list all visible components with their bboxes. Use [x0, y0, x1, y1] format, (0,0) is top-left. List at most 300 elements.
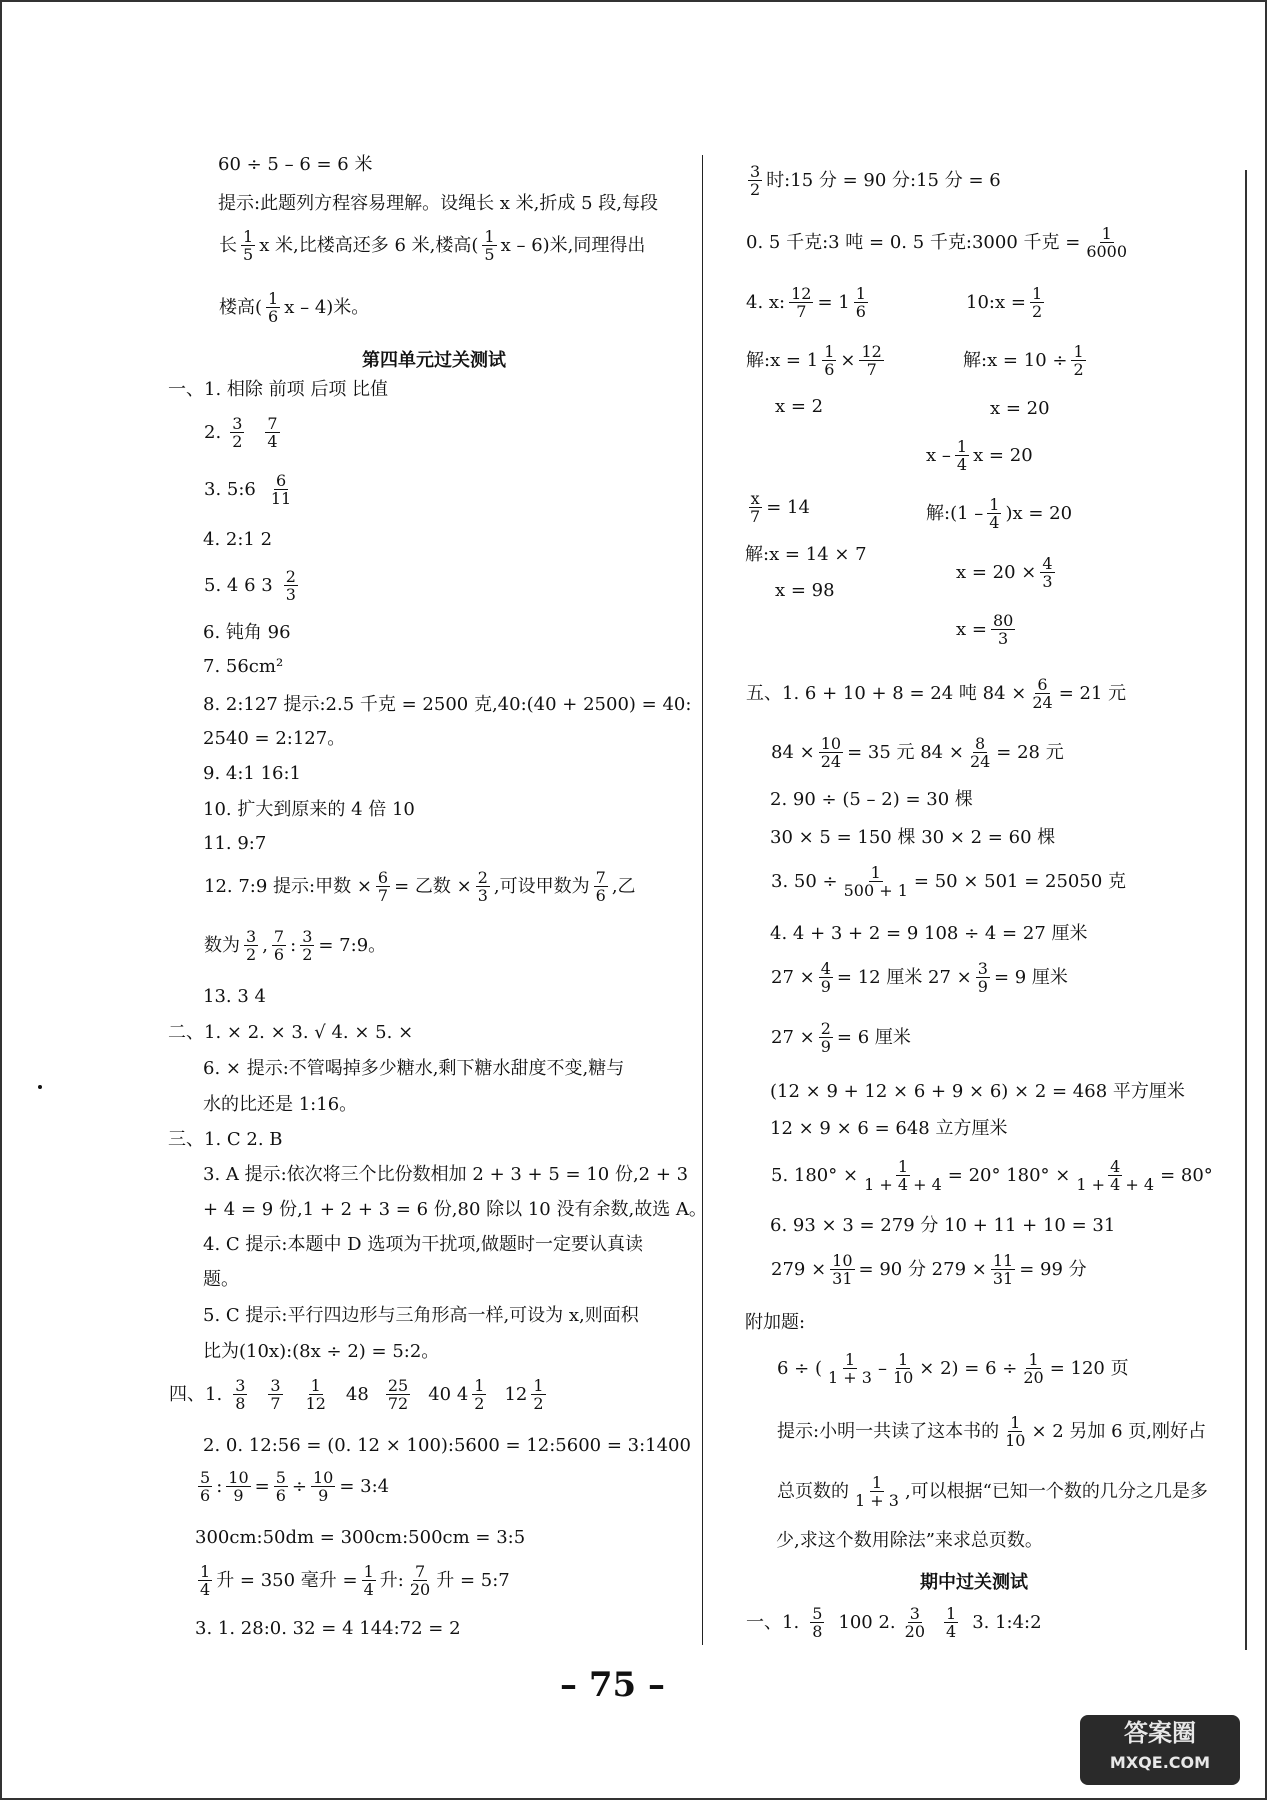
answer-line [195, 1563, 511, 1598]
denominator: 24 [820, 752, 842, 771]
fraction [482, 228, 496, 263]
hint-line: 3. A 提示:依次将三个比份数相加 2 + 3 + 5 = 10 份,2 + 3 [203, 1164, 689, 1185]
text: = 99 分 [1019, 1258, 1087, 1280]
text: = 乙数 × [394, 875, 472, 897]
answer-line: 4. 2:1 2 [203, 529, 273, 550]
answer-line [203, 568, 301, 603]
fraction [830, 1252, 854, 1287]
scan-speck [38, 1085, 42, 1089]
denominator: 24 [1032, 693, 1053, 712]
numerator: 5 [275, 1468, 286, 1487]
fraction [1071, 343, 1085, 378]
fraction [1030, 285, 1044, 320]
watermark-title: 答案圈 [1124, 1719, 1196, 1747]
answer-line: 10. 扩大到原来的 4 倍 10 [203, 799, 415, 820]
fraction [853, 1474, 901, 1509]
answer-line: x = 20 [990, 398, 1050, 419]
answer-line [195, 1469, 390, 1504]
text: = 6 厘米 [836, 1026, 911, 1048]
text: 40 4 [428, 1383, 469, 1405]
fraction [266, 290, 280, 325]
answer-line: 2. 90 ÷ (5 – 2) = 30 棵 [770, 789, 973, 810]
text: = 21 元 [1058, 682, 1127, 704]
text: = [254, 1475, 270, 1497]
fraction [476, 869, 490, 904]
answer-line [965, 285, 1047, 320]
denominator: 4 [956, 455, 968, 474]
text: ÷ [291, 1475, 307, 1497]
numerator: 1 [1010, 1413, 1021, 1432]
text: = 14 [766, 496, 810, 518]
answer-line [203, 928, 387, 963]
fraction [362, 1563, 376, 1598]
denominator: 4 [989, 513, 1000, 532]
numerator: 5 [200, 1468, 211, 1487]
fraction [944, 1605, 958, 1640]
hint-line: 题。 [203, 1269, 239, 1290]
numerator: 2 [477, 868, 488, 887]
numerator: 12 [861, 342, 882, 361]
answer-line: 一、1. 相除 前项 后项 比值 [168, 379, 389, 400]
denominator: 6 [273, 945, 285, 964]
denominator: 8 [235, 1394, 246, 1413]
denominator: 2 [302, 945, 313, 964]
text: × 2) = 6 ÷ [919, 1357, 1018, 1379]
denominator: 6 [268, 307, 279, 326]
denominator: 20 [1023, 1368, 1044, 1387]
hint-line: 4. C 提示:本题中 D 选项为干扰项,做题时一定要认真读 [203, 1234, 644, 1255]
fraction [1003, 1414, 1027, 1449]
fraction [269, 472, 293, 507]
fraction [376, 869, 390, 904]
answer-line: (12 × 9 + 12 × 6 + 9 × 6) × 2 = 468 平方厘米 [770, 1081, 1185, 1102]
denominator: 6 [824, 360, 835, 379]
text: x – [926, 444, 951, 466]
denominator: 1 + 3 [855, 1491, 899, 1510]
denominator: 2 [246, 945, 257, 964]
text: 12. 7:9 提示:甲数 × [204, 875, 372, 897]
numerator: 7 [273, 927, 285, 946]
answer-line: 8. 2:127 提示:2.5 千克 = 2500 克,40:(40 + 2500) = 40: [203, 694, 692, 715]
denominator: 20 [904, 1622, 925, 1641]
answer-line: 9. 4:1 16:1 [203, 763, 302, 784]
numerator: 10 [313, 1468, 334, 1487]
numerator: 10 [832, 1251, 853, 1270]
denominator: 6 [200, 1486, 211, 1505]
fraction [991, 612, 1015, 647]
answer-line [770, 1158, 1214, 1193]
text: 升 = 350 毫升 = [216, 1569, 358, 1591]
denominator: 11 [270, 489, 292, 508]
denominator: 7 [377, 886, 389, 905]
fraction [233, 1377, 247, 1412]
numerator: 5 [812, 1604, 823, 1623]
denominator: 2 [1031, 302, 1043, 321]
hint-line: 提示:此题列方程容易理解。设绳长 x 米,折成 5 段,每段 [218, 193, 658, 214]
answer-line [745, 225, 1132, 260]
denominator: 9 [977, 977, 988, 996]
numerator: 1 [844, 1350, 856, 1369]
answer-line: 4. 4 + 3 + 2 = 9 108 ÷ 4 = 27 厘米 [770, 923, 1088, 944]
denominator: 12 [305, 1394, 326, 1413]
hint-line: + 4 = 9 份,1 + 2 + 3 = 6 份,80 除以 10 没有余数,故选 A。 [203, 1199, 707, 1220]
denominator: 6 [275, 1486, 286, 1505]
answer-line: 7. 56cm² [203, 656, 284, 677]
answer-line: 30 × 5 = 150 棵 30 × 2 = 60 棵 [770, 827, 1056, 848]
numerator: 1 [871, 1473, 883, 1492]
numerator: 6 [1037, 675, 1048, 694]
answer-line [925, 438, 1034, 473]
numerator: 3 [302, 927, 313, 946]
text: 0. 5 千克:3 吨 = 0. 5 千克:3000 千克 = [746, 231, 1081, 253]
fraction [531, 1377, 545, 1412]
answer-line: 3. 1. 28:0. 32 = 4 144:72 = 2 [195, 1618, 461, 1639]
text: 27 × [771, 1026, 815, 1048]
denominator: 2 [533, 1394, 544, 1413]
fraction [987, 496, 1001, 531]
denominator: 2 [1073, 360, 1084, 379]
text: = 50 × 501 = 25050 克 [913, 870, 1127, 892]
fraction [842, 864, 910, 899]
text: 4. x: [746, 291, 786, 313]
text: x 米,比楼高还多 6 米,楼高( [259, 234, 479, 256]
text: : [216, 1475, 223, 1497]
answer-line: x = 2 [775, 396, 824, 417]
fraction [284, 568, 298, 603]
numerator: 10 [228, 1468, 249, 1487]
denominator: 2 [750, 180, 761, 199]
fraction [789, 285, 813, 320]
answer-line: 6. 钝角 96 [203, 622, 291, 643]
fraction [859, 343, 883, 378]
numerator: 8 [975, 734, 986, 753]
fraction [472, 1377, 486, 1412]
text: 解:x = 10 ÷ [963, 349, 1068, 371]
fraction [891, 1351, 915, 1386]
text: × 2 另加 6 页,刚好占 [1031, 1420, 1207, 1442]
numerator: 3 [977, 959, 988, 978]
text: ,乙 [611, 875, 636, 897]
text: = 3:4 [339, 1475, 390, 1497]
text: 数为 [204, 934, 240, 956]
watermark-logo [1080, 1715, 1240, 1785]
denominator: 500 + 1 [843, 881, 908, 900]
numerator: 3 [232, 414, 243, 433]
answer-line: 11. 9:7 [203, 833, 267, 854]
fraction [968, 735, 992, 770]
fraction [226, 1469, 250, 1504]
text: 提示:小明一共读了这本书的 [777, 1420, 1000, 1442]
numerator: 3 [235, 1376, 246, 1395]
numerator: 6 [275, 471, 287, 490]
numerator: 11 [992, 1251, 1014, 1270]
right-margin-rule [1245, 170, 1247, 1650]
answer-line [770, 1252, 1088, 1287]
denominator: 4 [946, 1622, 957, 1641]
answer-line [770, 960, 1069, 995]
denominator: 10 [1005, 1431, 1026, 1450]
numerator: 1 [484, 227, 495, 246]
numerator: 1 [956, 437, 968, 456]
fraction [819, 960, 833, 995]
answer-line: 2540 = 2:127。 [203, 728, 346, 749]
denominator: 9 [233, 1486, 244, 1505]
numerator: 1 [474, 1376, 485, 1395]
text: 3. 50 ÷ [771, 870, 838, 892]
text: 四、1. [169, 1383, 223, 1405]
answer-line: 三、1. C 2. B [168, 1129, 283, 1150]
fraction [1030, 676, 1054, 711]
numerator: 1 [363, 1562, 374, 1581]
fraction [594, 869, 608, 904]
text: – [877, 1357, 887, 1379]
fraction [976, 960, 990, 995]
fraction [810, 1605, 824, 1640]
answer-line: 解:x = 14 × 7 [745, 544, 867, 565]
text: 一、1. [746, 1611, 800, 1633]
fraction [1021, 1351, 1045, 1386]
answer-line: 12 × 9 × 6 = 648 立方厘米 [770, 1118, 1008, 1139]
numerator: 1 [1031, 284, 1043, 303]
answer-line [168, 1377, 549, 1412]
answer-line [203, 869, 637, 904]
numerator: 10 [820, 734, 842, 753]
hint-line [776, 1414, 1207, 1449]
denominator: 2 [474, 1394, 485, 1413]
denominator: 31 [832, 1269, 853, 1288]
fraction [311, 1469, 335, 1504]
denominator: 3 [998, 629, 1009, 648]
denominator: 9 [318, 1486, 329, 1505]
fraction [241, 228, 255, 263]
denominator: 3 [477, 886, 488, 905]
denominator: 10 [892, 1368, 914, 1387]
text: 5. 180° × [771, 1164, 859, 1186]
hint-formula-line [218, 290, 370, 325]
hint-line: 水的比还是 1:16。 [203, 1094, 358, 1115]
answer-line [203, 472, 296, 507]
text: = 90 分 279 × [858, 1258, 987, 1280]
denominator: 6000 [1086, 242, 1128, 261]
text: = 120 页 [1049, 1357, 1129, 1379]
fraction [862, 1158, 944, 1193]
text: 2. [204, 421, 222, 443]
answer-line: 6. 93 × 3 = 279 分 10 + 11 + 10 = 31 [770, 1215, 1116, 1236]
text: = 28 元 [996, 741, 1064, 763]
text: 48 [345, 1383, 369, 1405]
fraction [748, 163, 762, 198]
text: x = 20 [973, 444, 1033, 466]
numerator: 2 [285, 567, 296, 586]
section-title: 期中过关测试 [920, 1572, 1028, 1593]
denominator: 5 [484, 245, 495, 264]
numerator: 1 [1101, 224, 1112, 243]
denominator: 7 [750, 507, 761, 526]
numerator: 1 [268, 289, 279, 308]
hint-line [776, 1474, 1209, 1509]
answer-line: 13. 3 4 [203, 986, 266, 1007]
denominator: 8 [812, 1622, 823, 1641]
text: 解:(1 – [926, 502, 984, 524]
text: 总页数的 [777, 1480, 849, 1502]
fraction [230, 415, 244, 450]
fraction [1074, 1158, 1156, 1193]
denominator: 72 [387, 1394, 409, 1413]
answer-line [745, 676, 1127, 711]
text: = 35 元 84 × [847, 741, 964, 763]
numerator: 1 [824, 342, 835, 361]
answer-line [770, 864, 1127, 899]
denominator: 1 + 4 + 4 [864, 1175, 942, 1194]
text: )x = 20 [1005, 502, 1073, 524]
hint-line: 5. C 提示:平行四边形与三角形高一样,可设为 x,则面积 [203, 1305, 639, 1326]
text: 100 2. [838, 1611, 896, 1633]
denominator: 5 [243, 245, 254, 264]
numerator: 1 [989, 495, 1000, 514]
text: x – 6)米,同理得出 [500, 234, 646, 256]
denominator: 7 [796, 302, 807, 321]
fraction [1084, 225, 1129, 260]
fraction [265, 415, 279, 450]
numerator: 4 [1042, 554, 1053, 573]
numerator: 1 [946, 1604, 957, 1623]
text: ,可以根据“已知一个数的几分之几是多 [904, 1480, 1208, 1502]
fraction [304, 1377, 328, 1412]
text: 12 [504, 1383, 528, 1405]
text: 279 × [771, 1258, 827, 1280]
text: 解:x = 1 [746, 349, 819, 371]
denominator: 4 [267, 432, 278, 451]
answer-line: 二、1. × 2. × 3. √ 4. × 5. × [168, 1022, 414, 1043]
fraction [198, 1563, 212, 1598]
numerator: 1 [533, 1376, 544, 1395]
text: 27 × [771, 966, 815, 988]
numerator: 80 [992, 611, 1014, 630]
fraction [822, 343, 836, 378]
answer-line [955, 612, 1018, 647]
numerator: 2 [820, 1019, 831, 1038]
denominator: 3 [285, 585, 296, 604]
text: 长 [219, 234, 237, 256]
numerator: 1 [897, 1157, 908, 1176]
text: 84 × [771, 741, 815, 763]
denominator: 3 [1042, 572, 1053, 591]
hint-formula-line [218, 228, 646, 263]
numerator: 3 [909, 1604, 920, 1623]
watermark-url: MXQE.COM [1109, 1753, 1211, 1772]
text: 3. 1:4:2 [972, 1611, 1042, 1633]
denominator: 1 + 4 + 4 [1076, 1175, 1155, 1194]
fraction [386, 1377, 410, 1412]
numerator: x [750, 489, 760, 508]
numerator: 1 [898, 1350, 909, 1369]
numerator: 4 [1110, 1157, 1121, 1176]
numerator: 7 [414, 1562, 426, 1581]
text: 3. 5:6 [204, 478, 256, 500]
hint-line: 6. × 提示:不管喝掉多少糖水,剩下糖水甜度不变,糖与 [203, 1058, 625, 1079]
answer-line [745, 285, 871, 320]
text: x = [956, 618, 987, 640]
answer-line [925, 496, 1073, 531]
text: , [262, 934, 268, 956]
text: 楼高( [219, 296, 263, 318]
numerator: 1 [870, 863, 881, 882]
answer-line: 300cm:50dm = 300cm:500cm = 3:5 [195, 1527, 526, 1548]
text: × [840, 349, 856, 371]
answer-line [776, 1351, 1130, 1386]
numerator: 3 [270, 1376, 281, 1395]
denominator: 7 [270, 1394, 281, 1413]
fraction [408, 1563, 432, 1598]
denominator: 20 [409, 1580, 431, 1599]
fraction [244, 928, 258, 963]
fraction [268, 1377, 282, 1412]
answer-line: 2. 0. 12:56 = (0. 12 × 100):5600 = 12:5600 = 3:1400 [203, 1435, 691, 1456]
fraction [272, 928, 286, 963]
numerator: 1 [855, 284, 866, 303]
numerator: 1 [1028, 1350, 1039, 1369]
numerator: 1 [200, 1562, 211, 1581]
text: 时:15 分 = 90 分:15 分 = 6 [766, 169, 1001, 191]
denominator: 2 [232, 432, 243, 451]
numerator: 3 [750, 162, 761, 181]
answer-line [745, 1605, 1043, 1640]
text: 5. 4 6 3 [204, 574, 273, 596]
fraction [1040, 555, 1054, 590]
text: x – 4)米。 [284, 296, 370, 318]
numerator: 4 [820, 959, 831, 978]
section-title: 第四单元过关测试 [362, 350, 506, 371]
text: 6 ÷ ( [777, 1357, 822, 1379]
numerator: 1 [1073, 342, 1084, 361]
text: 五、1. 6 + 10 + 8 = 24 吨 84 × [746, 682, 1027, 704]
text: = 1 [817, 291, 850, 313]
hint-line: 少,求这个数用除法”来求总页数。 [776, 1530, 1043, 1551]
denominator: 24 [969, 752, 991, 771]
denominator: 7 [866, 360, 877, 379]
answer-line [745, 343, 887, 378]
text: = 80° [1160, 1164, 1213, 1186]
denominator: 31 [992, 1269, 1014, 1288]
answer-line [962, 343, 1089, 378]
fraction [819, 1020, 833, 1055]
answer-line: 60 ÷ 5 – 6 = 6 米 [218, 154, 373, 175]
numerator: 7 [267, 414, 278, 433]
fraction [854, 285, 868, 320]
numerator: 7 [595, 868, 606, 887]
answer-line [770, 735, 1065, 770]
fraction [198, 1469, 212, 1504]
text: 升: [379, 1569, 404, 1591]
text: 10:x = [966, 291, 1026, 313]
denominator: 9 [820, 977, 831, 996]
denominator: 1 + 3 [828, 1368, 872, 1387]
text: = 7:9。 [318, 934, 387, 956]
numerator: 25 [387, 1376, 409, 1395]
text: = 9 厘米 [993, 966, 1068, 988]
denominator: 6 [855, 302, 866, 321]
answer-line [955, 555, 1058, 590]
page-number: – 75 – [560, 1665, 665, 1705]
numerator: 12 [791, 284, 812, 303]
denominator: 6 [595, 886, 606, 905]
text: = 12 厘米 27 × [836, 966, 972, 988]
fraction [300, 928, 314, 963]
numerator: 1 [310, 1376, 321, 1395]
denominator: 9 [820, 1037, 831, 1056]
answer-line [745, 490, 811, 525]
text: x = 20 × [956, 561, 1037, 583]
